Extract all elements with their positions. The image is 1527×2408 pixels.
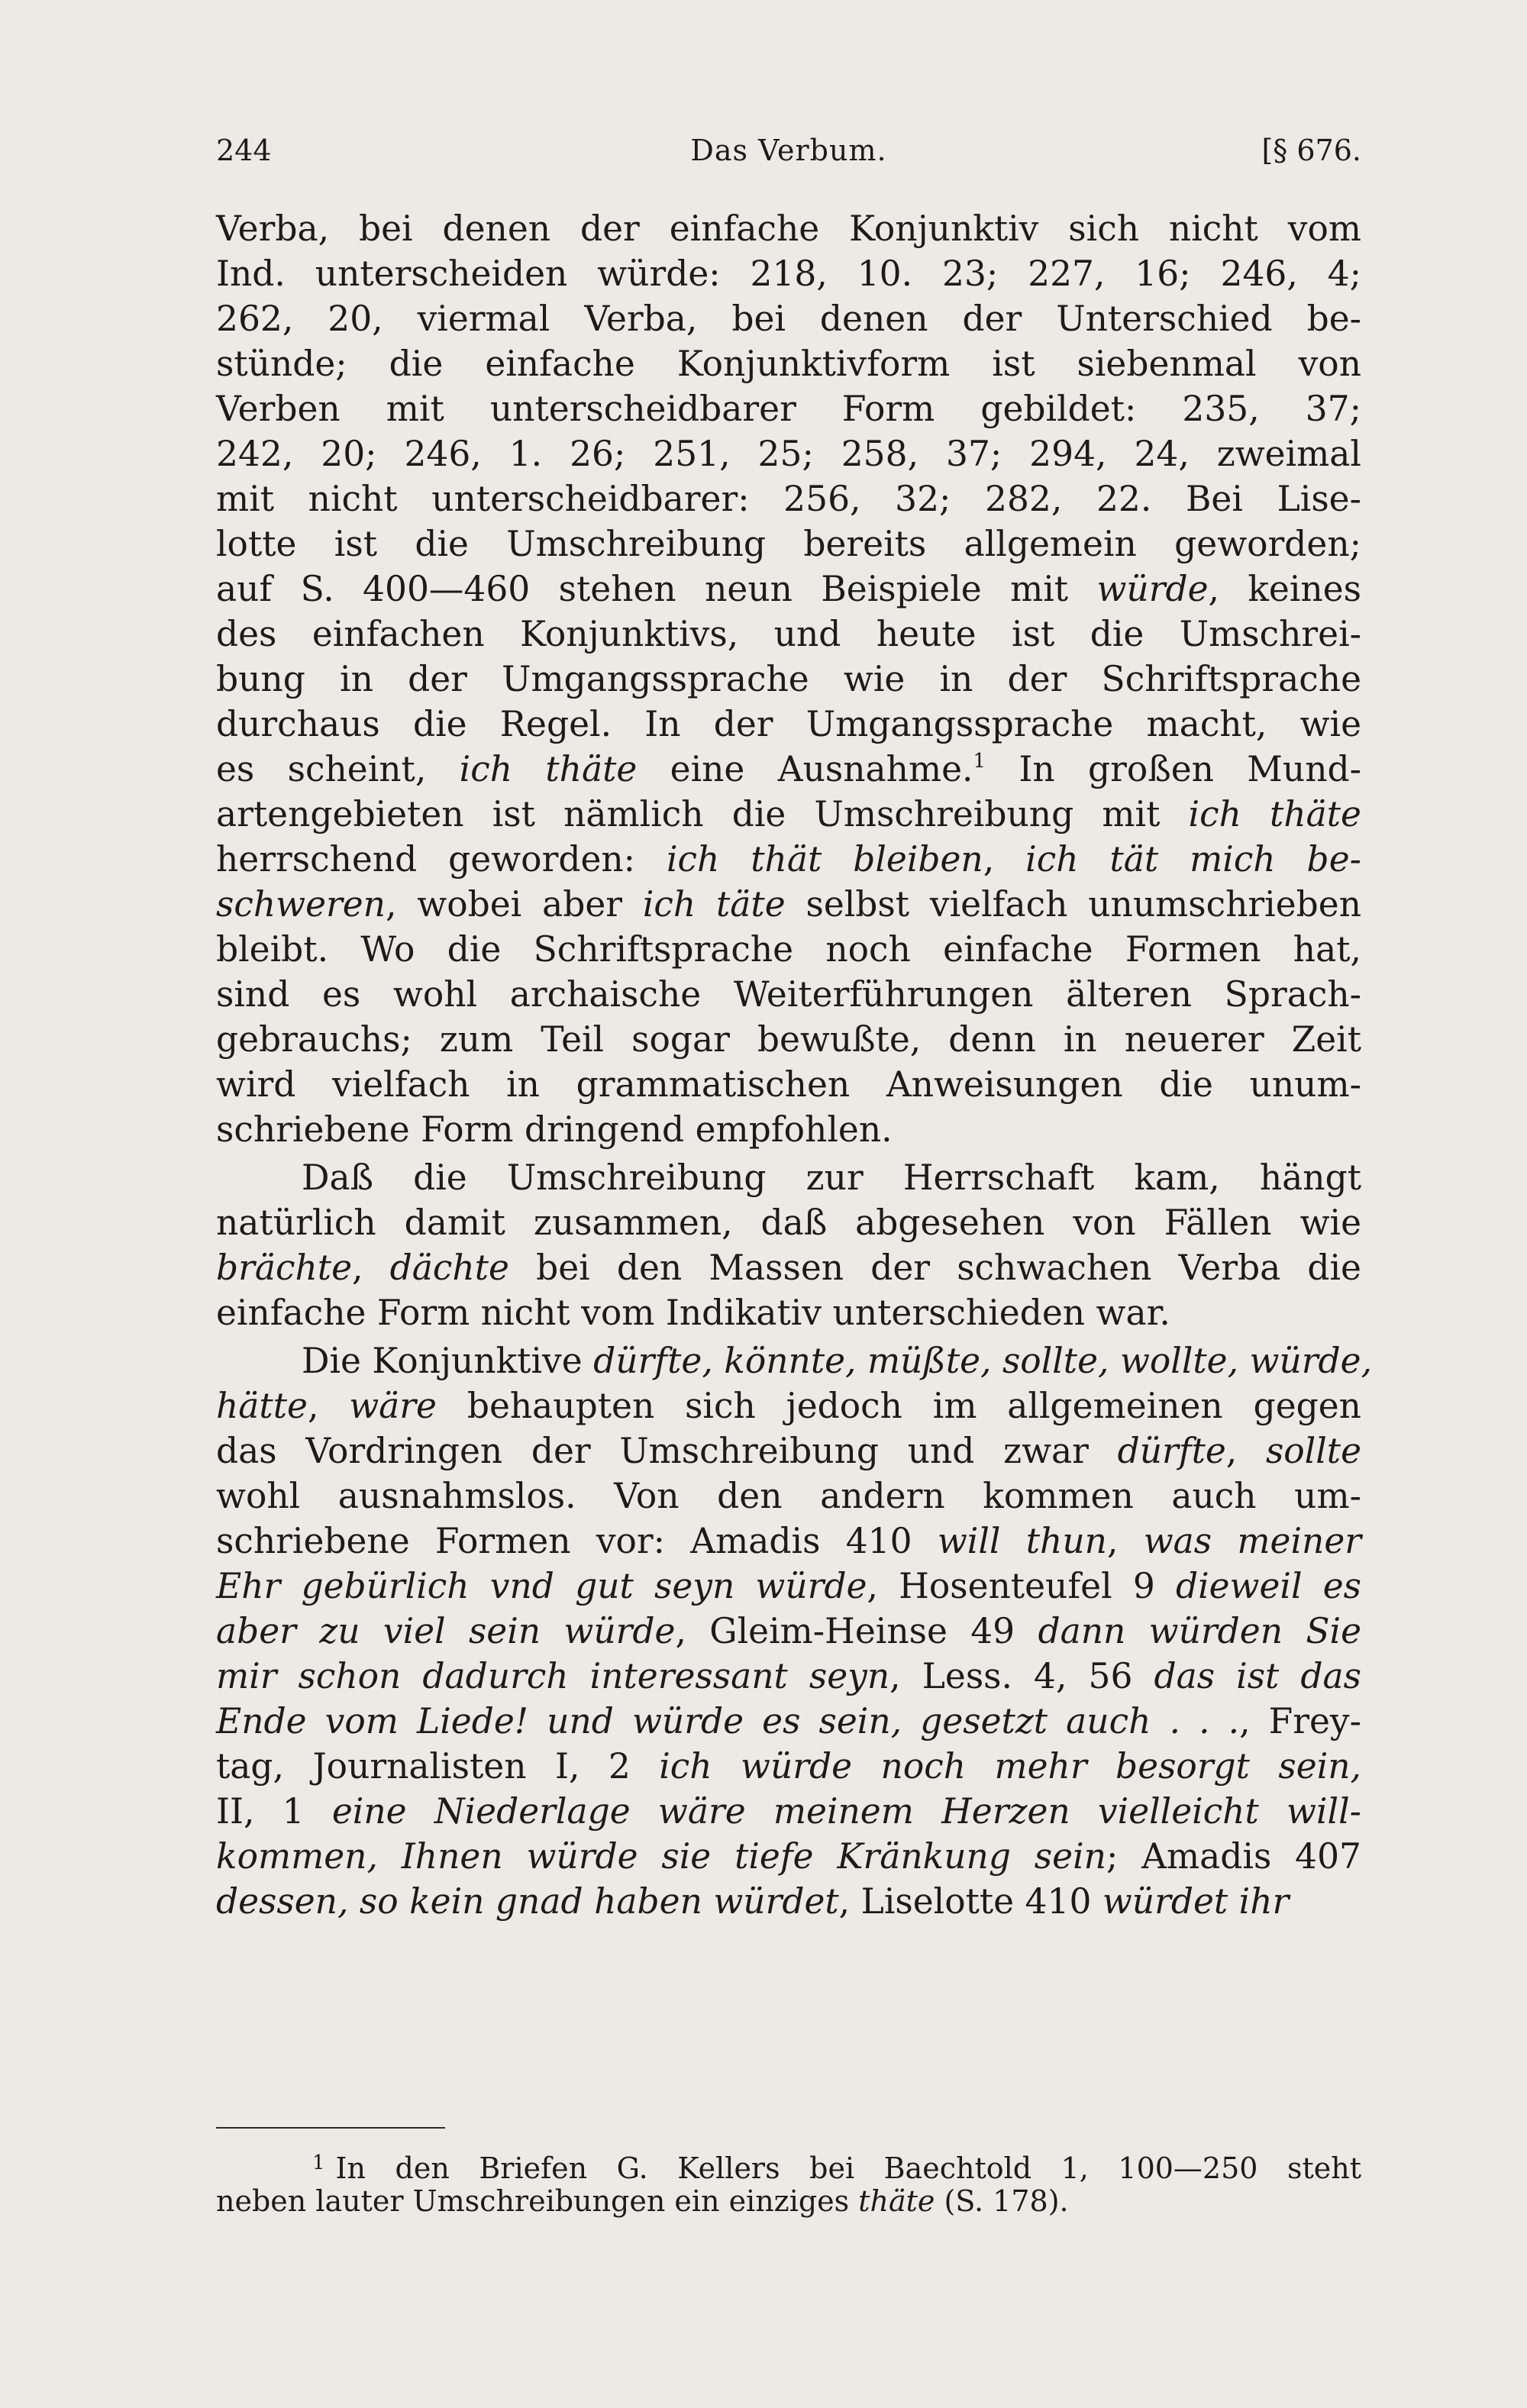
text-line — [216, 1879, 1361, 1924]
text-run: behaupten sich jedoch im allgemeinen gegen — [436, 1386, 1361, 1426]
footnote-line — [216, 2182, 1361, 2220]
text-line — [216, 1383, 1361, 1428]
text-line — [216, 1609, 1361, 1654]
italic-text: dieweil es — [1175, 1566, 1361, 1606]
text-run: eine Ausnahme. — [637, 749, 973, 789]
text-run: , Gleim-Heinse 49 — [675, 1611, 1038, 1651]
text-line — [216, 1834, 1361, 1879]
italic-text: dann würden Sie — [1038, 1611, 1362, 1651]
main-text — [216, 206, 1373, 1924]
italic-text: schweren — [216, 884, 386, 925]
text-run: Ind. unterscheiden würde: 218, 10. 23; 227, 16; 246, 4; — [216, 253, 1361, 294]
text-run: , — [983, 839, 1026, 880]
text-line — [216, 251, 1361, 296]
text-run: II, 1 — [216, 1791, 332, 1832]
text-run: schriebene Formen vor: Amadis 410 — [216, 1521, 938, 1561]
text-line — [216, 521, 1361, 566]
text-line — [216, 1245, 1361, 1290]
text-run: , — [307, 1386, 350, 1426]
text-line — [216, 702, 1361, 747]
italic-text: dürfte — [1117, 1431, 1226, 1471]
text-line — [216, 566, 1361, 612]
text-run: Verben mit unterscheidbarer Form gebildet: 235, 37; — [216, 389, 1361, 429]
italic-text: sollte — [1265, 1431, 1361, 1471]
italic-text: ich würde noch mehr besorgt sein, — [659, 1746, 1362, 1787]
text-run: Daß die Umschreibung zur Herrschaft kam, hängt — [302, 1157, 1361, 1198]
italic-text: aber zu viel sein würde — [216, 1611, 676, 1651]
italic-text: würdet ihr — [1102, 1881, 1290, 1922]
text-run: bei den Massen der schwachen Verba die — [508, 1248, 1361, 1288]
text-line — [216, 1338, 1373, 1383]
text-line — [216, 882, 1361, 927]
text-line — [216, 476, 1361, 521]
chapter-title: Das Verbum. — [690, 134, 887, 167]
text-run: selbst vielfach unumschrieben — [785, 884, 1361, 925]
text-line — [216, 612, 1361, 657]
text-line — [216, 1017, 1361, 1062]
text-line — [216, 1428, 1361, 1474]
italic-text: wäre — [349, 1386, 437, 1426]
footnote-marker: 1 — [312, 2151, 325, 2174]
text-run: In den Briefen G. Kellers bei Baechtold 1, 100—250 steht — [335, 2151, 1361, 2185]
text-run: auf S. 400—460 stehen neun Beispiele mit — [216, 569, 1097, 609]
italic-text: brächte — [216, 1248, 353, 1288]
text-line — [216, 1062, 1361, 1107]
text-run: gebrauchs; zum Teil sogar bewußte, denn in neuerer Zeit — [216, 1019, 1361, 1060]
text-line — [216, 386, 1361, 431]
footnotes — [216, 2144, 1361, 2220]
text-run: 242, 20; 246, 1. 26; 251, 25; 258, 37; 294, 24, zweimal — [216, 434, 1361, 474]
italic-text: was meiner — [1143, 1521, 1361, 1561]
text-line — [216, 792, 1361, 837]
text-run: durchaus die Regel. In der Umgangssprache macht, wie — [216, 704, 1361, 744]
text-line — [216, 296, 1361, 341]
text-run: artengebieten ist nämlich die Umschreibung mit — [216, 794, 1189, 834]
text-line — [216, 1290, 1361, 1335]
text-line — [216, 1107, 1361, 1152]
text-run: , — [1225, 1431, 1266, 1471]
text-run: wohl ausnahmslos. Von den andern kommen auch um- — [216, 1476, 1361, 1516]
text-run: lotte ist die Umschreibung bereits allgemein geworden; — [216, 524, 1361, 564]
page-number: 244 — [216, 134, 272, 167]
text-run: Die Konjunktive — [302, 1341, 594, 1381]
text-run: sind es wohl archaische Weiterführungen älteren Sprach- — [216, 974, 1361, 1015]
text-run: neben lauter Umschreibungen ein einziges — [216, 2184, 859, 2218]
text-run: , wobei aber — [386, 884, 643, 925]
text-run: Verba, bei denen der einfache Konjunktiv sich nicht vom — [216, 208, 1361, 249]
text-line — [216, 837, 1361, 882]
text-line — [216, 1789, 1361, 1834]
text-line — [216, 1744, 1361, 1789]
text-line — [216, 1200, 1361, 1245]
italic-text: hätte — [216, 1386, 308, 1426]
italic-text: ich thät bleiben — [666, 839, 983, 880]
text-line — [216, 1654, 1361, 1699]
italic-text: ich tät mich be- — [1025, 839, 1361, 880]
text-run: , — [1106, 1521, 1144, 1561]
footnote-separator — [216, 2127, 445, 2129]
text-run: natürlich damit zusammen, daß abgesehen von Fällen wie — [216, 1202, 1361, 1243]
text-run: schriebene Form dringend empfohlen. — [216, 1109, 893, 1150]
text-run: ; Amadis 407 — [1106, 1836, 1362, 1877]
text-run: des einfachen Konjunktivs, und heute ist die Umschrei- — [216, 614, 1361, 654]
text-run: bleibt. Wo die Schriftsprache noch einfache Formen hat, — [216, 929, 1361, 970]
text-run: , keines — [1208, 569, 1361, 609]
italic-text: dürfte, könnte, müßte, sollte, wollte, würde, — [593, 1341, 1373, 1381]
text-line — [216, 972, 1361, 1017]
footnote-line — [216, 2144, 1361, 2185]
text-line — [216, 927, 1361, 972]
italic-text: kommen, Ihnen würde sie tiefe Kränkung sein — [216, 1836, 1106, 1877]
text-run: , Frey- — [1239, 1701, 1361, 1741]
text-line — [216, 1474, 1361, 1519]
italic-text: das ist das — [1154, 1656, 1361, 1696]
text-line — [216, 341, 1361, 386]
text-line — [216, 1155, 1361, 1200]
text-run: stünde; die einfache Konjunktivform ist siebenmal von — [216, 344, 1361, 384]
italic-text: eine Niederlage wäre meinem Herzen vielleicht will- — [331, 1791, 1361, 1832]
text-line — [216, 431, 1361, 476]
italic-text: will thun — [937, 1521, 1107, 1561]
text-line — [216, 1699, 1361, 1744]
running-head — [216, 131, 1361, 169]
text-run: , Hosenteufel 9 — [867, 1566, 1176, 1606]
italic-text: ich täte — [642, 884, 786, 925]
text-line — [216, 747, 1361, 792]
text-run: einfache Form nicht vom Indikativ unterschieden war. — [216, 1293, 1170, 1333]
italic-text: dächte — [389, 1248, 509, 1288]
text-run: , — [352, 1248, 390, 1288]
text-line — [216, 657, 1361, 702]
text-run: In großen Mund- — [986, 749, 1362, 789]
text-run: 262, 20, viermal Verba, bei denen der Unterschied be- — [216, 299, 1361, 339]
text-run: das Vordringen der Umschreibung und zwar — [216, 1431, 1118, 1471]
italic-text: würde — [1096, 569, 1209, 609]
footnote-reference: 1 — [973, 750, 986, 773]
section-number: [§ 676. — [1261, 134, 1361, 167]
text-run: es scheint, — [216, 749, 460, 789]
text-line — [216, 1519, 1361, 1564]
text-run: bung in der Umgangssprache wie in der Schriftsprache — [216, 659, 1361, 699]
text-run: tag, Journalisten I, 2 — [216, 1746, 660, 1787]
italic-text: thäte — [858, 2184, 935, 2218]
text-run: mit nicht unterscheidbarer: 256, 32; 282, 22. Bei Lise- — [216, 479, 1361, 519]
italic-text: ich thäte — [459, 749, 638, 789]
text-run: herrschend geworden: — [216, 839, 667, 880]
text-run: (S. 178). — [935, 2184, 1069, 2218]
italic-text: Ehr gebürlich vnd gut seyn würde — [216, 1566, 867, 1606]
italic-text: dessen, so kein gnad haben würdet — [216, 1881, 839, 1922]
text-run: , Less. 4, 56 — [889, 1656, 1154, 1696]
text-run: , Liselotte 410 — [838, 1881, 1102, 1922]
italic-text: ich thäte — [1188, 794, 1361, 834]
italic-text: mir schon dadurch interessant seyn — [216, 1656, 890, 1696]
text-line — [216, 1564, 1361, 1609]
text-line — [216, 206, 1361, 251]
italic-text: Ende vom Liede! und würde es sein, gesetzt auch . . . — [216, 1701, 1240, 1741]
text-run: wird vielfach in grammatischen Anweisungen die unum- — [216, 1064, 1361, 1105]
